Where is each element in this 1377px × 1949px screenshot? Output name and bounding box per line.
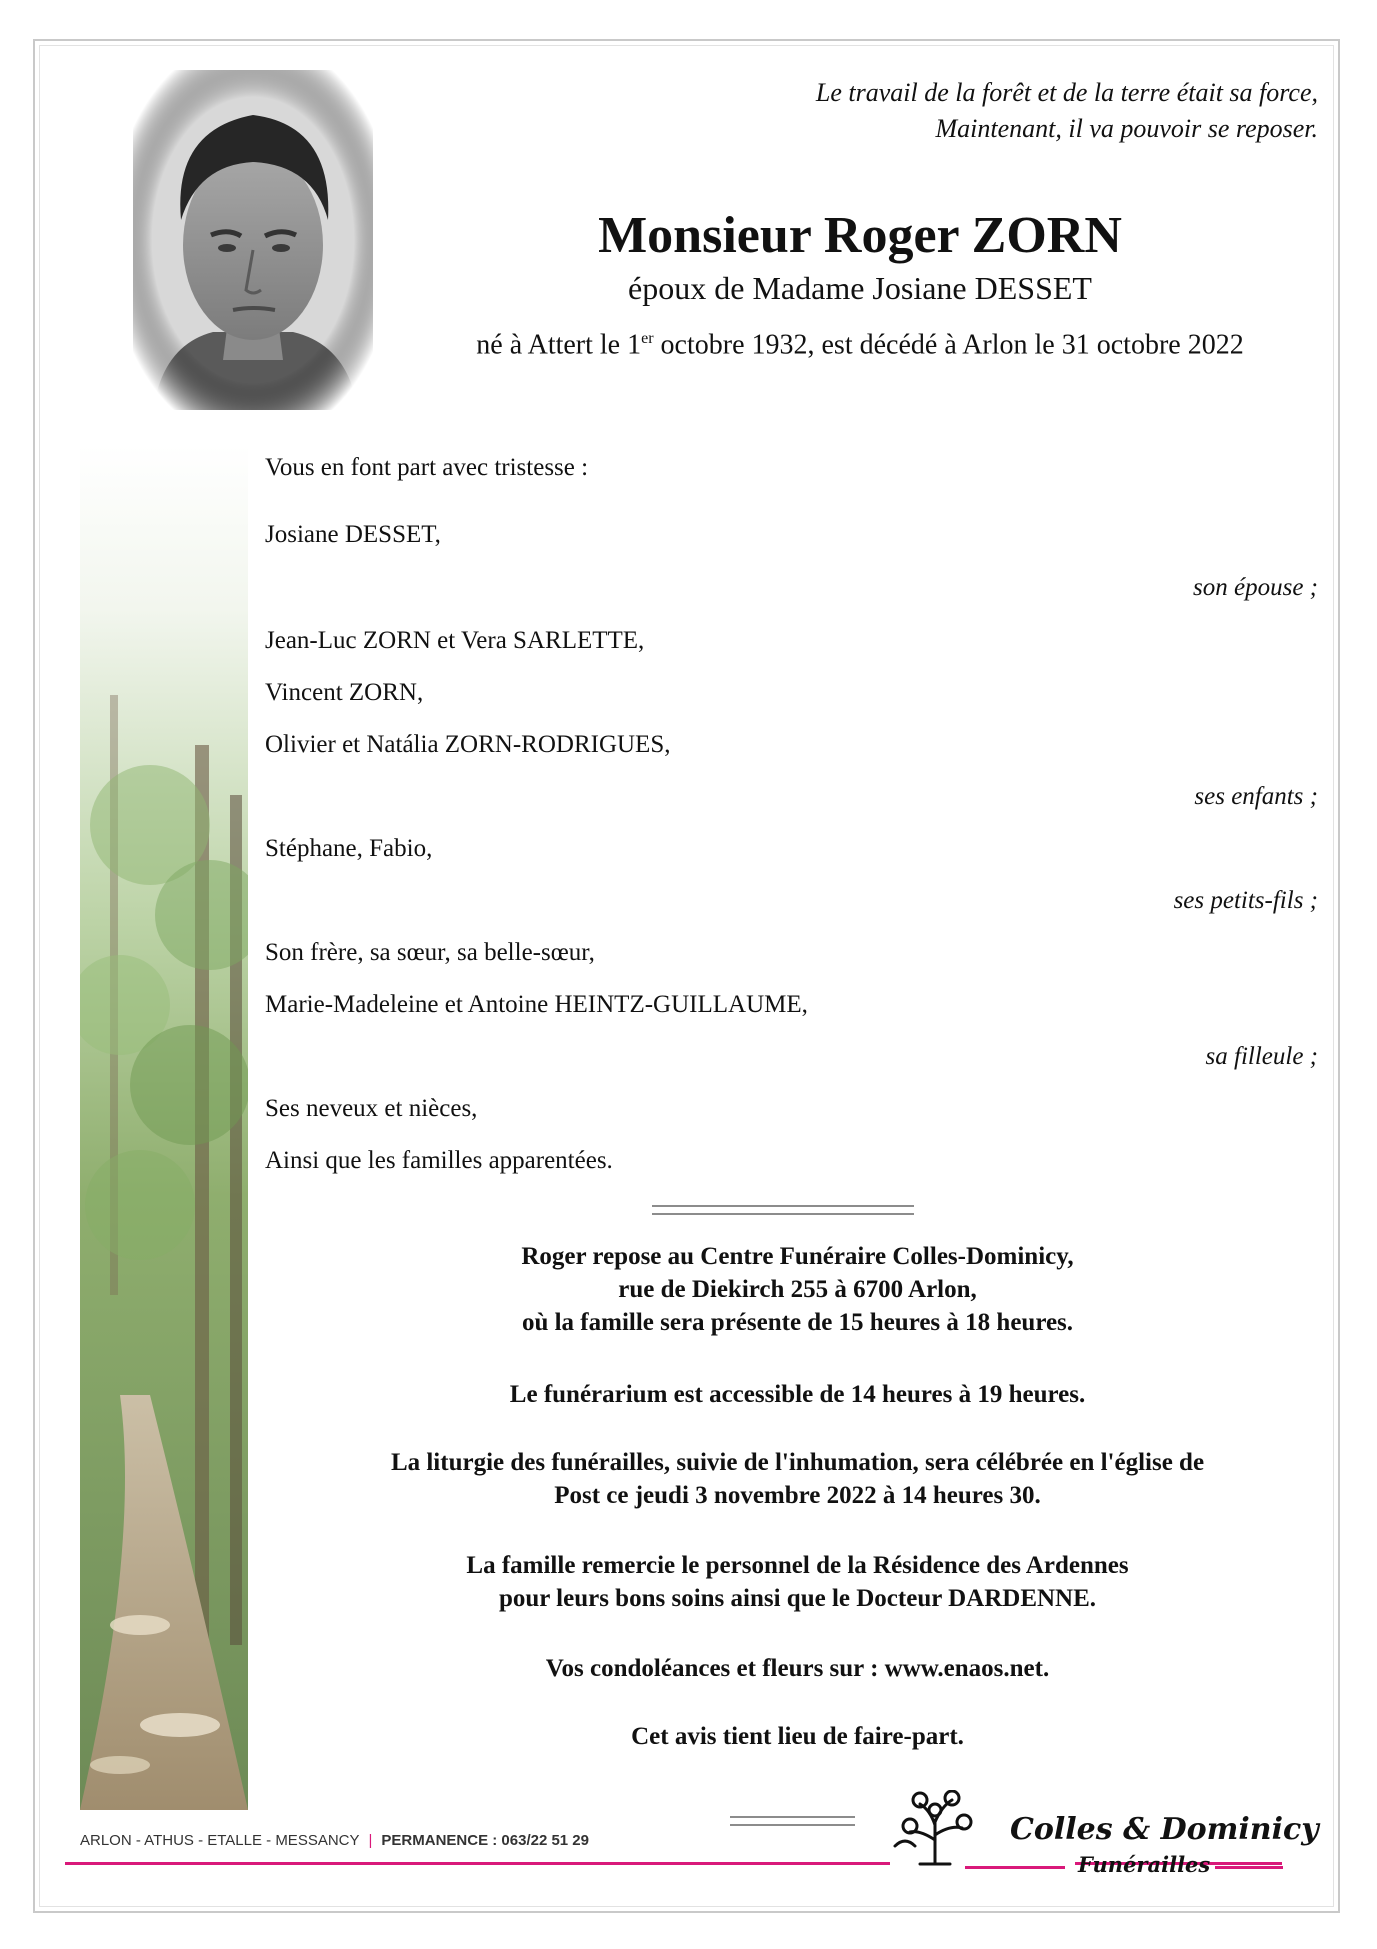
- mourner-line: Son frère, sa sœur, sa belle-sœur,: [265, 939, 595, 966]
- relation-label: son épouse ;: [1193, 574, 1318, 601]
- funeral-info-thanks: [275, 1549, 1320, 1615]
- info-line: Roger repose au Centre Funéraire Colles-Dominicy,: [521, 1243, 1074, 1270]
- mourner-line: Ses neveux et nièces,: [265, 1095, 478, 1122]
- brand-name: Colles & Dominicy: [1010, 1812, 1319, 1847]
- mourner-line: Stéphane, Fabio,: [265, 835, 433, 862]
- epitaph-line-1: Le travail de la forêt et de la terre était sa force,: [815, 78, 1318, 107]
- brand-subtitle: Funérailles: [1078, 1852, 1211, 1877]
- footer-locations: ARLON - ATHUS - ETALLE - MESSANCY: [80, 1832, 360, 1849]
- dates-prefix: né à Attert le 1: [476, 329, 642, 361]
- deceased-dates: [390, 320, 1330, 364]
- relation-label: ses enfants ;: [1194, 783, 1318, 810]
- mourner-line: Jean-Luc ZORN et Vera SARLETTE,: [265, 627, 645, 654]
- info-line: La liturgie des funérailles, suivie de l'inhumation, sera célébrée en l'église de: [390, 1449, 1205, 1476]
- info-line: La famille remercie le personnel de la Résidence des Ardennes: [466, 1552, 1129, 1579]
- section-divider: [652, 1205, 914, 1215]
- dates-superscript: er: [641, 330, 654, 347]
- funeral-info-liturgy: [275, 1446, 1320, 1512]
- mourner-line: Ainsi que les familles apparentées.: [265, 1147, 613, 1174]
- info-line: pour leurs bons soins ainsi que le Docteur DARDENNE.: [498, 1585, 1097, 1612]
- funeral-info-notice: Cet avis tient lieu de faire-part.: [631, 1723, 964, 1750]
- mourner-line: Olivier et Natália ZORN-RODRIGUES,: [265, 731, 671, 758]
- funeral-info-rest: [275, 1240, 1320, 1339]
- info-line: Post ce jeudi 3 novembre 2022 à 14 heures 30.: [554, 1482, 1041, 1509]
- info-line: où la famille sera présente de 15 heures à 18 heures.: [521, 1309, 1074, 1336]
- footer-permanence: PERMANENCE : 063/22 51 29: [381, 1832, 589, 1849]
- epitaph-line-2: Maintenant, il va pouvoir se reposer.: [935, 114, 1318, 143]
- deceased-spouse: époux de Madame Josiane DESSET: [628, 270, 1092, 306]
- footer-separator: |: [368, 1832, 373, 1849]
- tree-logo-icon: [890, 1790, 980, 1866]
- footer-divider: [730, 1816, 855, 1826]
- deceased-name: Monsieur Roger ZORN: [598, 207, 1122, 264]
- epitaph: [816, 75, 1318, 147]
- brand-rule-right: [1215, 1866, 1283, 1869]
- mourner-line: Marie-Madeleine et Antoine HEINTZ-GUILLAUME,: [265, 991, 808, 1018]
- announcement-intro: Vous en font part avec tristesse :: [265, 454, 589, 481]
- forest-path-image: [80, 445, 248, 1810]
- info-line: rue de Diekirch 255 à 6700 Arlon,: [618, 1276, 977, 1303]
- dates-suffix: octobre 1932, est décédé à Arlon le 31 octobre 2022: [653, 329, 1244, 361]
- footer-contact: [80, 1832, 589, 1849]
- mourner-line: Josiane DESSET,: [265, 521, 441, 548]
- relation-label: sa filleule ;: [1205, 1043, 1318, 1070]
- mourner-line: Vincent ZORN,: [265, 679, 424, 706]
- funeral-info-hours: Le funérarium est accessible de 14 heures à 19 heures.: [509, 1381, 1086, 1408]
- brand-rule-left: [965, 1866, 1065, 1869]
- funeral-info-condolences: Vos condoléances et fleurs sur : www.enaos.net.: [545, 1655, 1050, 1682]
- portrait-photo: [133, 70, 373, 410]
- relation-label: ses petits-fils ;: [1173, 887, 1318, 914]
